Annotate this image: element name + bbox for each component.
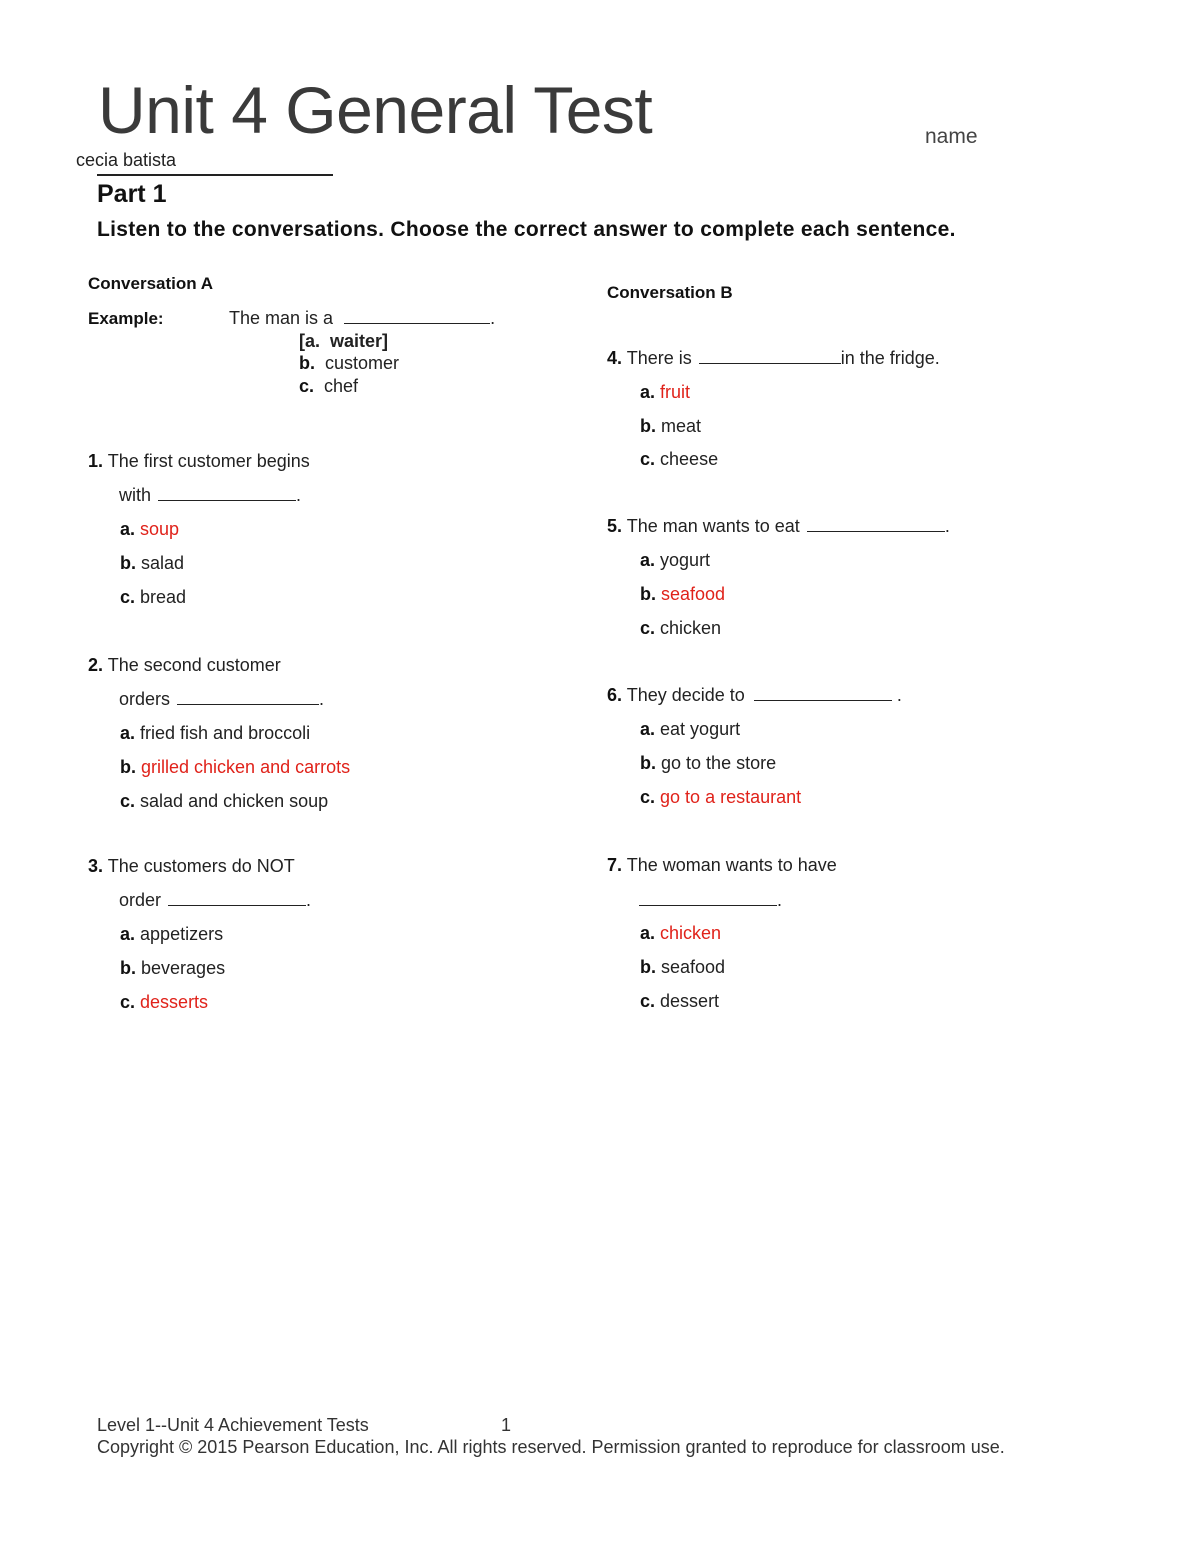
example-option-c: c. chef (299, 376, 359, 396)
question-5-option-b[interactable]: b. seafood (640, 584, 726, 604)
answer-blank (344, 309, 490, 324)
footer-copyright: Copyright © 2015 Pearson Education, Inc. All rights reserved. Permission granted to reproduce for classroom use. (97, 1437, 1005, 1457)
example-label: Example: (88, 309, 164, 328)
answer-blank (699, 349, 841, 364)
example-option-b: b. customer (299, 353, 400, 373)
name-underline (97, 174, 333, 176)
question-4-option-b[interactable]: b. meat (640, 416, 702, 436)
example-stem: The man is a . (229, 308, 496, 328)
question-4-option-a[interactable]: a. fruit (640, 382, 691, 402)
question-1-option-c[interactable]: c. bread (120, 587, 187, 607)
question-4-option-c[interactable]: c. cheese (640, 449, 719, 469)
question-1-option-b[interactable]: b. salad (120, 553, 185, 573)
question-1-stem-line2: with . (119, 485, 302, 505)
question-2-stem: 2. The second customer (88, 655, 281, 675)
question-7-stem-line2: . (639, 890, 782, 911)
conversation-b-heading: Conversation B (607, 283, 733, 302)
question-7-option-b[interactable]: b. seafood (640, 957, 726, 977)
question-6-option-b[interactable]: b. go to the store (640, 753, 777, 773)
question-3-stem: 3. The customers do NOT (88, 856, 295, 876)
question-2-stem-line2: orders . (119, 689, 325, 709)
student-name: cecia batista (76, 150, 177, 170)
question-3-stem-line2: order . (119, 890, 312, 910)
question-5-option-c[interactable]: c. chicken (640, 618, 722, 638)
question-7-option-a[interactable]: a. chicken (640, 923, 722, 943)
question-2-option-b[interactable]: b. grilled chicken and carrots (120, 757, 351, 777)
page-title: Unit 4 General Test (98, 73, 653, 147)
answer-blank (807, 517, 945, 532)
question-7-stem: 7. The woman wants to have (607, 855, 837, 875)
question-2-option-a[interactable]: a. fried fish and broccoli (120, 723, 311, 743)
question-2-option-c[interactable]: c. salad and chicken soup (120, 791, 329, 811)
question-6-option-c[interactable]: c. go to a restaurant (640, 787, 802, 807)
question-3-option-a[interactable]: a. appetizers (120, 924, 224, 944)
answer-blank (754, 686, 892, 701)
footer-page-number: 1 (501, 1415, 512, 1435)
answer-blank (177, 690, 319, 705)
answer-blank (168, 891, 306, 906)
question-5-stem: 5. The man wants to eat . (607, 516, 950, 536)
question-1-stem: 1. The first customer begins (88, 451, 310, 471)
question-7-option-c[interactable]: c. dessert (640, 991, 720, 1011)
question-5-option-a[interactable]: a. yogurt (640, 550, 711, 570)
question-3-option-b[interactable]: b. beverages (120, 958, 226, 978)
name-label: name (925, 125, 978, 148)
question-1-option-a[interactable]: a. soup (120, 519, 180, 539)
answer-blank (639, 891, 777, 906)
question-6-stem: 6. They decide to . (607, 685, 902, 705)
answer-blank (158, 486, 296, 501)
conversation-a-heading: Conversation A (88, 274, 214, 293)
example-option-a: [a. waiter] (299, 331, 389, 351)
footer-test-title: Level 1--Unit 4 Achievement Tests (97, 1415, 369, 1435)
instructions: Listen to the conversations. Choose the correct answer to complete each sentence. (97, 218, 956, 241)
question-6-option-a[interactable]: a. eat yogurt (640, 719, 741, 739)
part-title: Part 1 (97, 180, 167, 208)
question-3-option-c[interactable]: c. desserts (120, 992, 209, 1012)
question-4-stem: 4. There is in the fridge. (607, 348, 940, 368)
